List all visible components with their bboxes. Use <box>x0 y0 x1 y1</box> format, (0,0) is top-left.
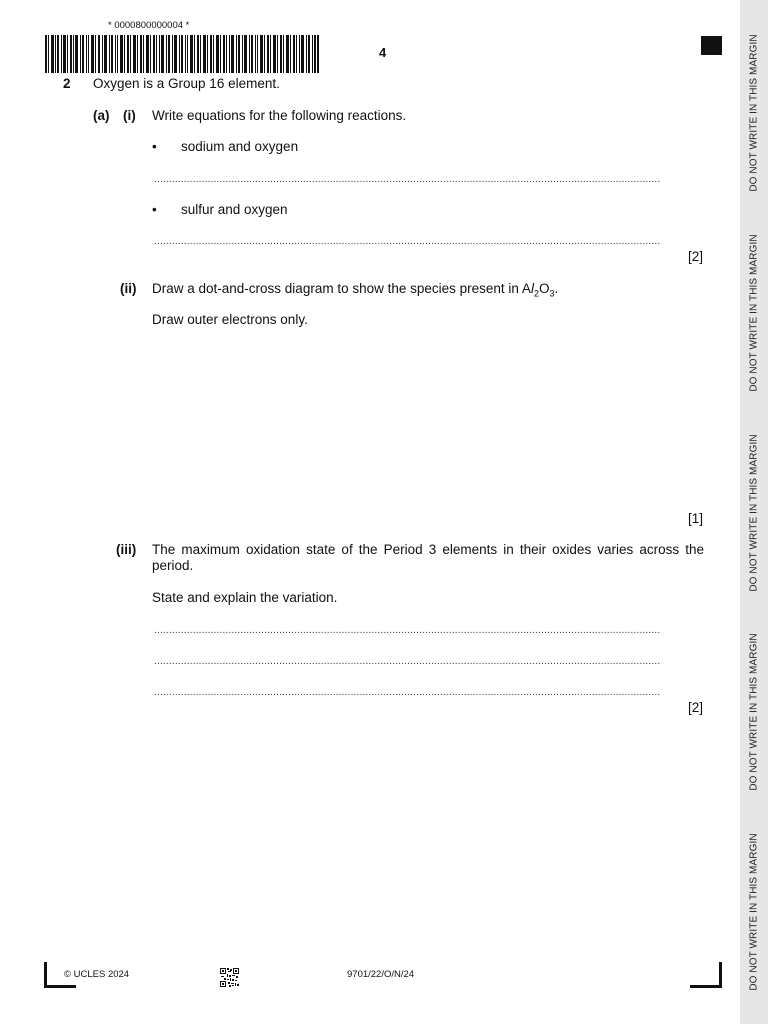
drawing-area[interactable] <box>152 335 703 505</box>
marks-allocation: [2] <box>687 249 703 264</box>
bullet-icon: • <box>152 202 157 217</box>
barcode <box>45 35 319 73</box>
answer-line[interactable]: .......................................................................................................................................................................... <box>154 656 661 667</box>
subpart-ii-text: Draw a dot-and-cross diagram to show the species present in $Al_2O_3$. <box>152 281 559 299</box>
marks-allocation: [1] <box>687 511 703 526</box>
qr-code-icon <box>220 968 239 987</box>
page-number: 4 <box>379 45 387 60</box>
copyright: © UCLES 2024 <box>64 969 130 980</box>
paper-code: 9701/22/O/N/24 <box>347 969 415 980</box>
subpart-iii-text-line2: period. <box>152 558 194 573</box>
marks-allocation: [2] <box>687 700 703 715</box>
subpart-iii-instruction: State and explain the variation. <box>152 590 338 605</box>
barcode-number: * 0000800000004 * <box>108 20 190 31</box>
bullet-icon: • <box>152 139 157 154</box>
corner-registration-mark <box>701 36 722 55</box>
subpart-iii-label: (iii) <box>116 542 137 557</box>
corner-registration-mark <box>690 962 722 988</box>
answer-line[interactable]: .......................................................................................................................................................................... <box>154 625 661 636</box>
answer-line[interactable]: .......................................................................................................................................................................... <box>154 174 661 185</box>
subpart-ii-label: (ii) <box>120 281 137 296</box>
question-number: 2 <box>63 76 71 91</box>
answer-line[interactable]: .......................................................................................................................................................................... <box>154 687 661 698</box>
subpart-iii-text-line1: The maximum oxidation state of the Period 3 elements in their oxides varies across the <box>152 542 704 557</box>
part-a-label: (a) <box>93 108 110 123</box>
answer-line[interactable]: .......................................................................................................................................................................... <box>154 236 661 247</box>
bullet-sodium-oxygen: sodium and oxygen <box>181 139 299 154</box>
subpart-i-text: Write equations for the following reactions. <box>152 108 407 123</box>
bullet-sulfur-oxygen: sulfur and oxygen <box>181 202 288 217</box>
subpart-i-label: (i) <box>123 108 136 123</box>
question-stem: Oxygen is a Group 16 element. <box>93 76 280 91</box>
subpart-ii-instruction: Draw outer electrons only. <box>152 312 308 327</box>
